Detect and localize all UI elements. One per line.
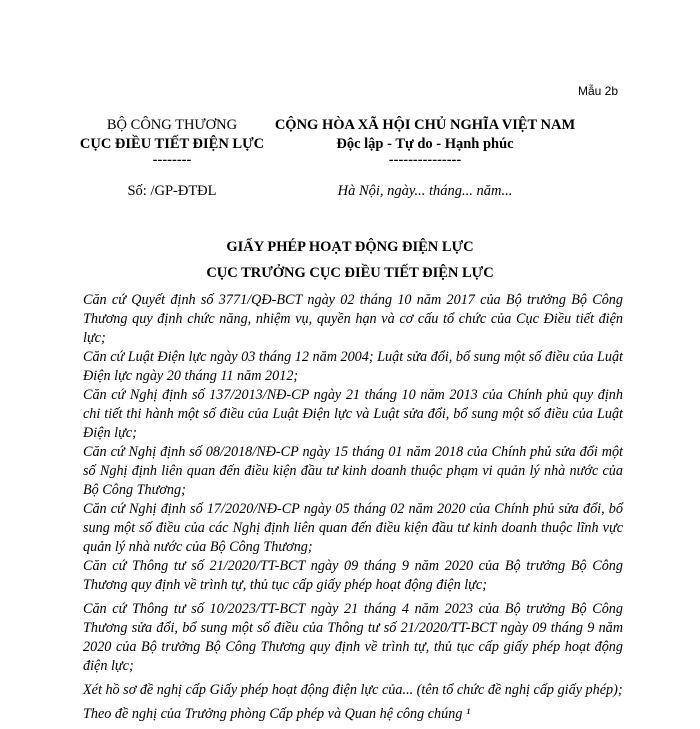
form-code: Mẫu 2b: [577, 84, 618, 98]
document-subtitle: CỤC TRƯỞNG CỤC ĐIỀU TIẾT ĐIỆN LỰC: [206, 265, 494, 281]
legal-basis-item: Căn cứ Quyết định số 3771/QĐ-BCT ngày 02 tháng 10 năm 2017 của Bộ trưởng Bộ Công Thương quy định chức năng, nhiệm vụ, quyền hạn và cơ cấu tổ chức của Cục Điều tiết điện lực;: [83, 292, 623, 346]
legal-bases-list: [83, 291, 623, 729]
ministry-name: BỘ CÔNG THƯƠNG: [106, 117, 238, 133]
legal-basis-item: Căn cứ Nghị định số 17/2020/NĐ-CP ngày 05 tháng 02 năm 2020 của Chính phủ sửa đổi, bổ sung một số điều của các Nghị định liên quan đến điều kiện đầu tư kinh doanh thuộc lĩnh vực quản lý nhà nước của Bộ Công Thương;: [83, 501, 623, 555]
agency-name: CỤC ĐIỀU TIẾT ĐIỆN LỰC: [79, 136, 265, 152]
issuing-authority-block: [72, 116, 272, 166]
legal-basis-item: Căn cứ Thông tư số 10/2023/TT-BCT ngày 21 tháng 4 năm 2023 của Bộ trưởng Bộ Công Thương sửa đổi, bổ sung một số điều của Thông tư số 21/2020/TT-BCT ngày 09 tháng 9 năm 2020 của Bộ trưởng Bộ Công Thương quy định về trình tự, thủ tục cấp giấy phép hoạt động điện lực;: [83, 601, 623, 674]
legal-basis-item: Căn cứ Thông tư số 21/2020/TT-BCT ngày 09 tháng 9 năm 2020 của Bộ trưởng Bộ Công Thương quy định về trình tự, thủ tục cấp giấy phép hoạt động điện lực;: [83, 558, 623, 593]
country-name: CỘNG HÒA XÃ HỘI CHỦ NGHĨA VIỆT NAM: [274, 117, 576, 133]
legal-basis-item: Xét hồ sơ đề nghị cấp Giấy phép hoạt động điện lực của... (tên tổ chức đề nghị cấp giấy phép);: [83, 682, 623, 698]
document-number: Số: /GP-ĐTĐL: [127, 183, 217, 199]
right-separator: ---------------: [388, 152, 462, 168]
document-title: GIẤY PHÉP HOẠT ĐỘNG ĐIỆN LỰC: [226, 239, 474, 255]
place-and-date: Hà Nội, ngày... tháng... năm...: [337, 183, 513, 199]
legal-basis-item: Căn cứ Nghị định số 08/2018/NĐ-CP ngày 15 tháng 01 năm 2018 của Chính phủ sửa đổi một số Nghị định liên quan đến điều kiện đầu tư kinh doanh thuộc phạm vi quản lý nhà nước của Bộ Công Thương;: [83, 444, 623, 498]
legal-basis-item: Căn cứ Luật Điện lực ngày 03 tháng 12 năm 2004; Luật sửa đổi, bổ sung một số điều của Luật Điện lực ngày 20 tháng 11 năm 2012;: [83, 349, 623, 384]
legal-basis-item: Theo đề nghị của Trưởng phòng Cấp phép và Quan hệ công chúng ¹: [83, 706, 471, 722]
national-motto: Độc lập - Tự do - Hạnh phúc: [336, 136, 514, 152]
national-title-block: [270, 116, 580, 166]
left-separator: --------: [152, 152, 192, 168]
legal-basis-item: Căn cứ Nghị định số 137/2013/NĐ-CP ngày 21 tháng 10 năm 2013 của Chính phủ quy định chi tiết thi hành một số điều của Luật Điện lực và Luật sửa đổi, bổ sung một số điều của Luật Điện lực;: [83, 387, 623, 441]
